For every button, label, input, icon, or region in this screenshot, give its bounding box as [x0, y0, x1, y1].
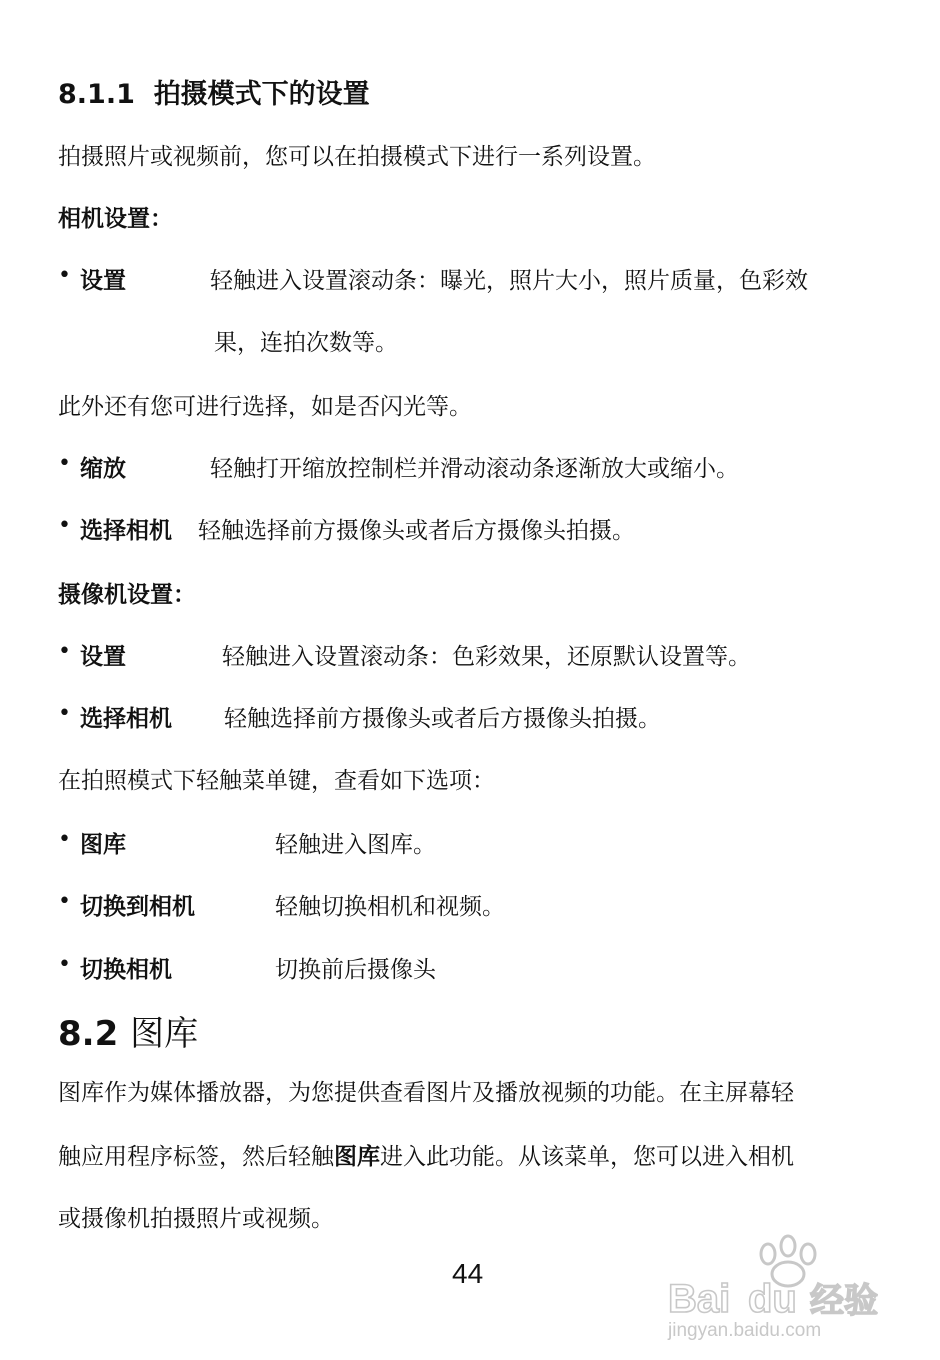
section-heading-8-1-1: [58, 72, 370, 111]
bullet-desc-video-select-camera: 轻触选择前方摄像头或者后方摄像头拍摄。: [224, 706, 661, 732]
bullet-item-select-camera: [58, 512, 71, 538]
baidu-jingyan-watermark: [660, 1232, 900, 1342]
gallery-bold-term: 图库: [334, 1144, 380, 1170]
gallery-paragraph-line2: [58, 1138, 794, 1171]
bullet-desc-zoom: 轻触打开缩放控制栏并滑动滚动条逐渐放大或缩小。: [210, 456, 739, 482]
gallery-paragraph-line1: 图库作为媒体播放器，为您提供查看图片及播放视频的功能。在主屏幕轻: [58, 1080, 794, 1106]
bullet-marker: •: [58, 263, 71, 288]
bullet-item-settings: [58, 262, 71, 288]
bullet-desc-video-settings: 轻触进入设置滚动条：色彩效果，还原默认设置等。: [222, 644, 751, 670]
bullet-item-zoom: [58, 450, 71, 476]
bullet-marker: •: [58, 701, 71, 726]
section-title: 图库: [130, 1014, 199, 1054]
gallery-paragraph-text: 进入此功能。从该菜单，您可以进入相机: [380, 1144, 794, 1170]
bullet-desc-select-camera: 轻触选择前方摄像头或者后方摄像头拍摄。: [198, 518, 635, 544]
video-settings-heading: 摄像机设置：: [58, 582, 196, 608]
bullet-item-switch-camera: [58, 951, 71, 977]
svg-text:jingyan.baidu.com: jingyan.baidu.com: [668, 1320, 822, 1341]
bullet-desc-switch-to-camera: 轻触切换相机和视频。: [275, 894, 505, 920]
bullet-term-gallery: 图库: [80, 832, 126, 858]
page-number: 44: [452, 1258, 484, 1289]
bullet-term-video-select-camera: 选择相机: [80, 706, 172, 732]
bullet-term-switch-to-camera: 切换到相机: [80, 894, 195, 920]
baidu-paw-logo-icon: [660, 1232, 900, 1342]
gallery-paragraph-line3: 或摄像机拍摄照片或视频。: [58, 1206, 334, 1232]
svg-text:Bai: Bai: [668, 1277, 731, 1321]
bullet-desc-settings-line2: 果，连拍次数等。: [214, 330, 398, 356]
section-title: 拍摄模式下的设置: [153, 79, 370, 110]
section-number: 8.2: [58, 1014, 119, 1054]
bullet-term-video-settings: 设置: [80, 644, 126, 670]
section-number: 8.1.1: [58, 79, 135, 110]
bullet-desc-switch-camera: 切换前后摄像头: [275, 957, 436, 983]
svg-text:du: du: [748, 1277, 797, 1321]
gallery-paragraph-text: 触应用程序标签，然后轻触: [58, 1144, 334, 1170]
bullet-marker: •: [58, 451, 71, 476]
camera-settings-heading: 相机设置：: [58, 206, 173, 232]
bullet-item-video-settings: [58, 638, 71, 664]
bullet-marker: •: [58, 639, 71, 664]
bullet-item-gallery: [58, 826, 71, 852]
menu-intro-text: 在拍照模式下轻触菜单键，查看如下选项：: [58, 768, 495, 794]
svg-text:经验: 经验: [810, 1281, 878, 1321]
bullet-marker: •: [58, 889, 71, 914]
bullet-marker: •: [58, 952, 71, 977]
bullet-desc-gallery: 轻触进入图库。: [275, 832, 436, 858]
bullet-item-switch-to-camera: [58, 888, 71, 914]
bullet-marker: •: [58, 827, 71, 852]
extra-options-text: 此外还有您可进行选择，如是否闪光等。: [58, 394, 472, 420]
bullet-item-video-select-camera: [58, 700, 71, 726]
bullet-term-switch-camera: 切换相机: [80, 957, 172, 983]
section-heading-8-2: [58, 1006, 198, 1055]
intro-paragraph: 拍摄照片或视频前，您可以在拍摄模式下进行一系列设置。: [58, 144, 656, 170]
bullet-desc-settings-line1: 轻触进入设置滚动条：曝光，照片大小，照片质量，色彩效: [210, 268, 808, 294]
bullet-term-settings: 设置: [80, 268, 126, 294]
bullet-marker: •: [58, 513, 71, 538]
bullet-term-zoom: 缩放: [80, 456, 126, 482]
bullet-term-select-camera: 选择相机: [80, 518, 172, 544]
